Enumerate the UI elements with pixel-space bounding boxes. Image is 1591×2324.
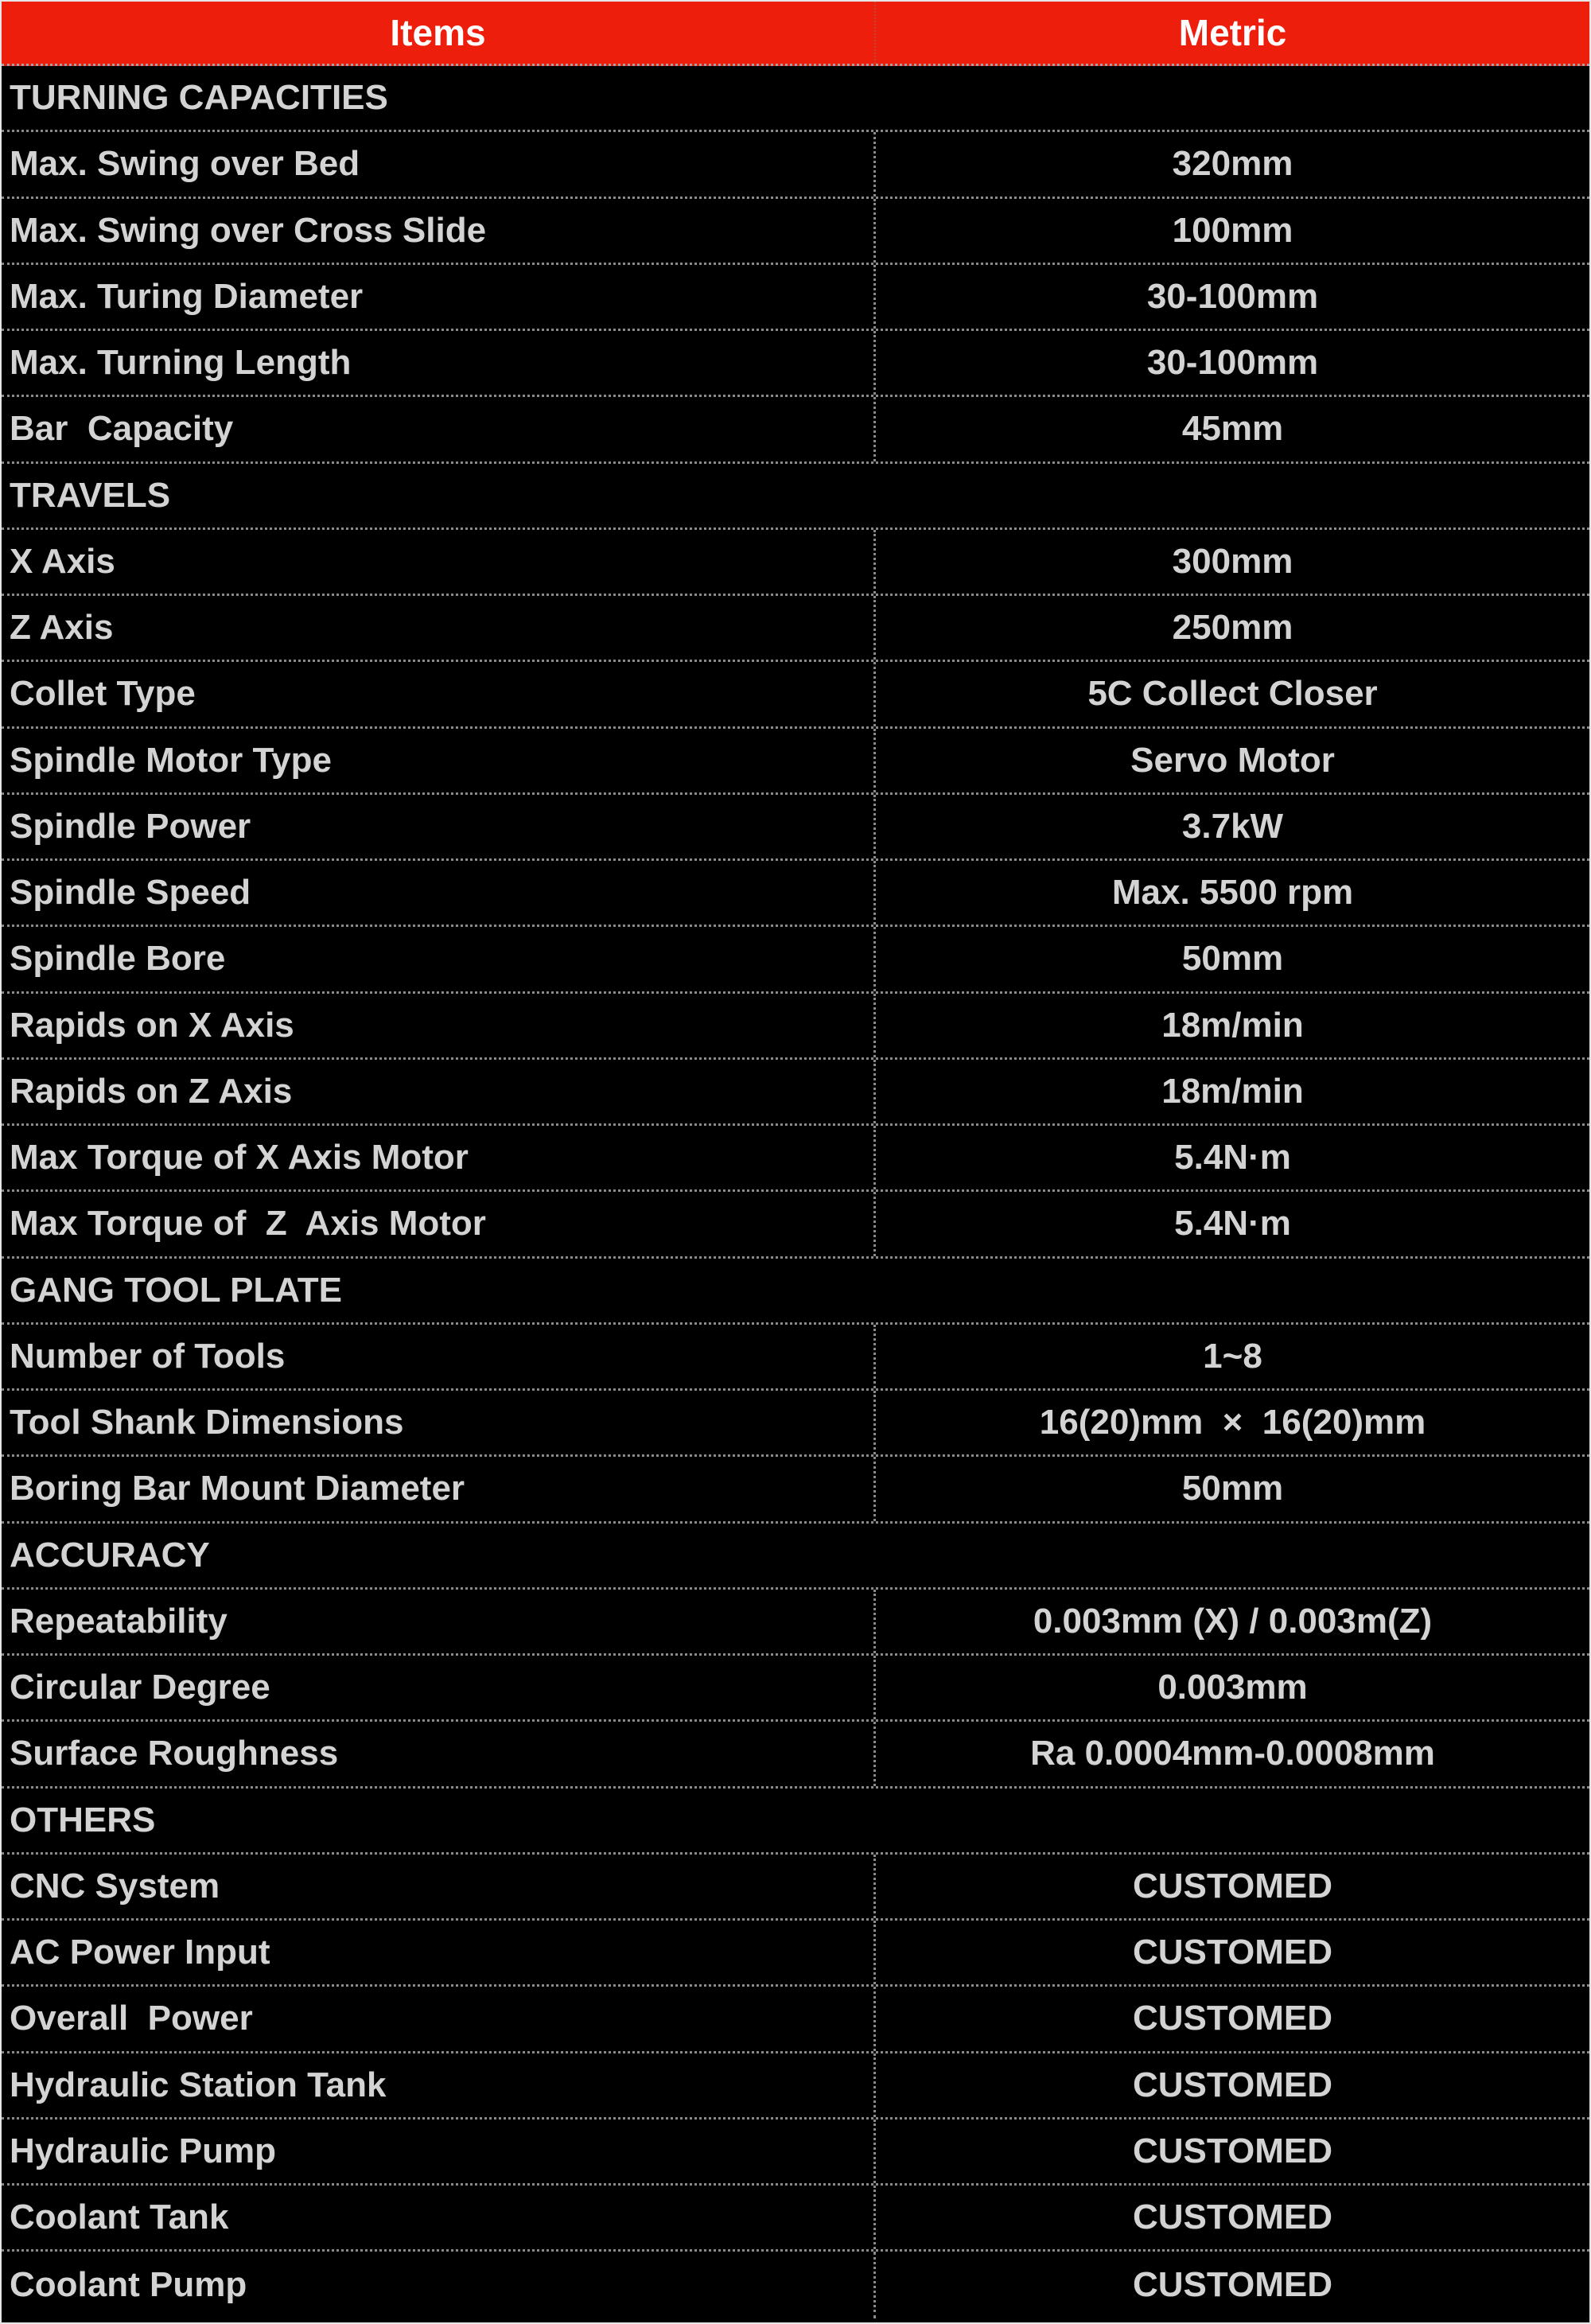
table-row (2, 265, 1589, 331)
item-label: Repeatability (2, 1590, 876, 1653)
item-label: Spindle Motor Type (2, 729, 876, 792)
table-row (2, 662, 1589, 728)
table-row (2, 1855, 1589, 1921)
table-row (2, 1590, 1589, 1656)
table-row (2, 2120, 1589, 2186)
section-title: OTHERS (10, 1800, 156, 1839)
item-label: Overall Power (2, 1987, 876, 2050)
metric-column-header: Metric (1178, 12, 1287, 53)
metric-value: 30-100mm (1146, 343, 1319, 383)
item-label: Spindle Speed (2, 861, 876, 925)
metric-value: Servo Motor (1130, 740, 1335, 780)
table-row (2, 530, 1589, 596)
section-title: GANG TOOL PLATE (10, 1270, 343, 1310)
metric-value: Max. 5500 rpm (1111, 873, 1354, 913)
table-row (2, 1656, 1589, 1722)
item-label: Rapids on X Axis (2, 994, 876, 1057)
metric-value: 50mm (1181, 939, 1284, 979)
table-row (2, 132, 1589, 198)
item-label: Coolant Pump (2, 2252, 876, 2318)
item-label: Rapids on Z Axis (2, 1060, 876, 1123)
section-row-others (2, 1789, 1589, 1855)
table-row (2, 596, 1589, 662)
metric-value: 100mm (1172, 210, 1293, 250)
metric-value: 5.4N·m (1174, 1138, 1291, 1178)
metric-value: 1~8 (1203, 1336, 1262, 1376)
item-label: Spindle Power (2, 795, 876, 858)
item-label: Max. Swing over Cross Slide (2, 199, 876, 263)
metric-value: CUSTOMED (1133, 2197, 1332, 2237)
metric-value: 320mm (1172, 144, 1293, 184)
table-row (2, 1391, 1589, 1457)
metric-value: 0.003mm (X) / 0.003m(Z) (1033, 1601, 1433, 1641)
table-row (2, 1457, 1589, 1523)
metric-value: CUSTOMED (1133, 1866, 1332, 1906)
metric-value: 30-100mm (1146, 276, 1319, 316)
metric-value: 0.003mm (1157, 1668, 1308, 1707)
metric-value: 18m/min (1161, 1071, 1304, 1111)
section-row-travels (2, 464, 1589, 530)
table-row (2, 1722, 1589, 1788)
table-row (2, 795, 1589, 861)
table-row (2, 331, 1589, 397)
table-row (2, 2186, 1589, 2252)
metric-value: 300mm (1172, 541, 1293, 581)
table-row (2, 1921, 1589, 1987)
table-row (2, 199, 1589, 265)
table-row (2, 729, 1589, 795)
item-label: AC Power Input (2, 1921, 876, 1984)
table-row (2, 397, 1589, 463)
item-label: Max. Turing Diameter (2, 265, 876, 329)
item-label: Collet Type (2, 662, 876, 726)
item-label: Z Axis (2, 596, 876, 660)
metric-value: 50mm (1181, 1469, 1284, 1508)
item-label: Max. Turning Length (2, 331, 876, 395)
table-row (2, 2053, 1589, 2120)
table-row (2, 861, 1589, 927)
metric-value: 3.7kW (1181, 806, 1284, 846)
item-label: Surface Roughness (2, 1722, 876, 1785)
metric-value: CUSTOMED (1133, 1933, 1332, 1972)
item-label: Hydraulic Pump (2, 2120, 876, 2183)
table-row (2, 927, 1589, 993)
section-title: ACCURACY (10, 1535, 210, 1575)
item-label: CNC System (2, 1855, 876, 1918)
table-row (2, 2252, 1589, 2318)
item-label: Spindle Bore (2, 927, 876, 991)
metric-value: 250mm (1172, 608, 1293, 648)
metric-value: CUSTOMED (1133, 2065, 1332, 2104)
table-row (2, 1192, 1589, 1258)
item-label: Hydraulic Station Tank (2, 2053, 876, 2117)
item-label: Boring Bar Mount Diameter (2, 1457, 876, 1520)
item-label: Max Torque of X Axis Motor (2, 1126, 876, 1189)
metric-value: Ra 0.0004mm-0.0008mm (1030, 1734, 1435, 1773)
metric-value: 5C Collect Closer (1087, 674, 1378, 714)
item-label: Max Torque of Z Axis Motor (2, 1192, 876, 1255)
table-row (2, 1325, 1589, 1391)
item-label: Coolant Tank (2, 2186, 876, 2249)
section-row-accuracy (2, 1524, 1589, 1590)
section-row-turning-capacities (2, 66, 1589, 132)
items-column-header: Items (2, 2, 876, 64)
item-label: Tool Shank Dimensions (2, 1391, 876, 1454)
item-label: Bar Capacity (2, 397, 876, 461)
metric-value: 16(20)mm × 16(20)mm (1039, 1403, 1426, 1442)
table-row (2, 1987, 1589, 2053)
section-title: TRAVELS (10, 475, 171, 515)
metric-value: 45mm (1181, 409, 1284, 449)
table-row (2, 1126, 1589, 1192)
metric-value: CUSTOMED (1133, 2131, 1332, 2170)
spec-table (2, 2, 1589, 2322)
item-label: Max. Swing over Bed (2, 132, 876, 196)
metric-value: 5.4N·m (1174, 1204, 1291, 1244)
item-label: Circular Degree (2, 1656, 876, 1719)
section-title: TURNING CAPACITIES (10, 78, 388, 118)
metric-value: CUSTOMED (1133, 1999, 1332, 2038)
metric-value: CUSTOMED (1133, 2264, 1332, 2304)
table-row (2, 1060, 1589, 1126)
item-label: Number of Tools (2, 1325, 876, 1388)
item-label: X Axis (2, 530, 876, 594)
metric-value: 18m/min (1161, 1005, 1304, 1045)
table-row (2, 994, 1589, 1060)
table-header (2, 2, 1589, 66)
section-row-gang-tool-plate (2, 1259, 1589, 1325)
